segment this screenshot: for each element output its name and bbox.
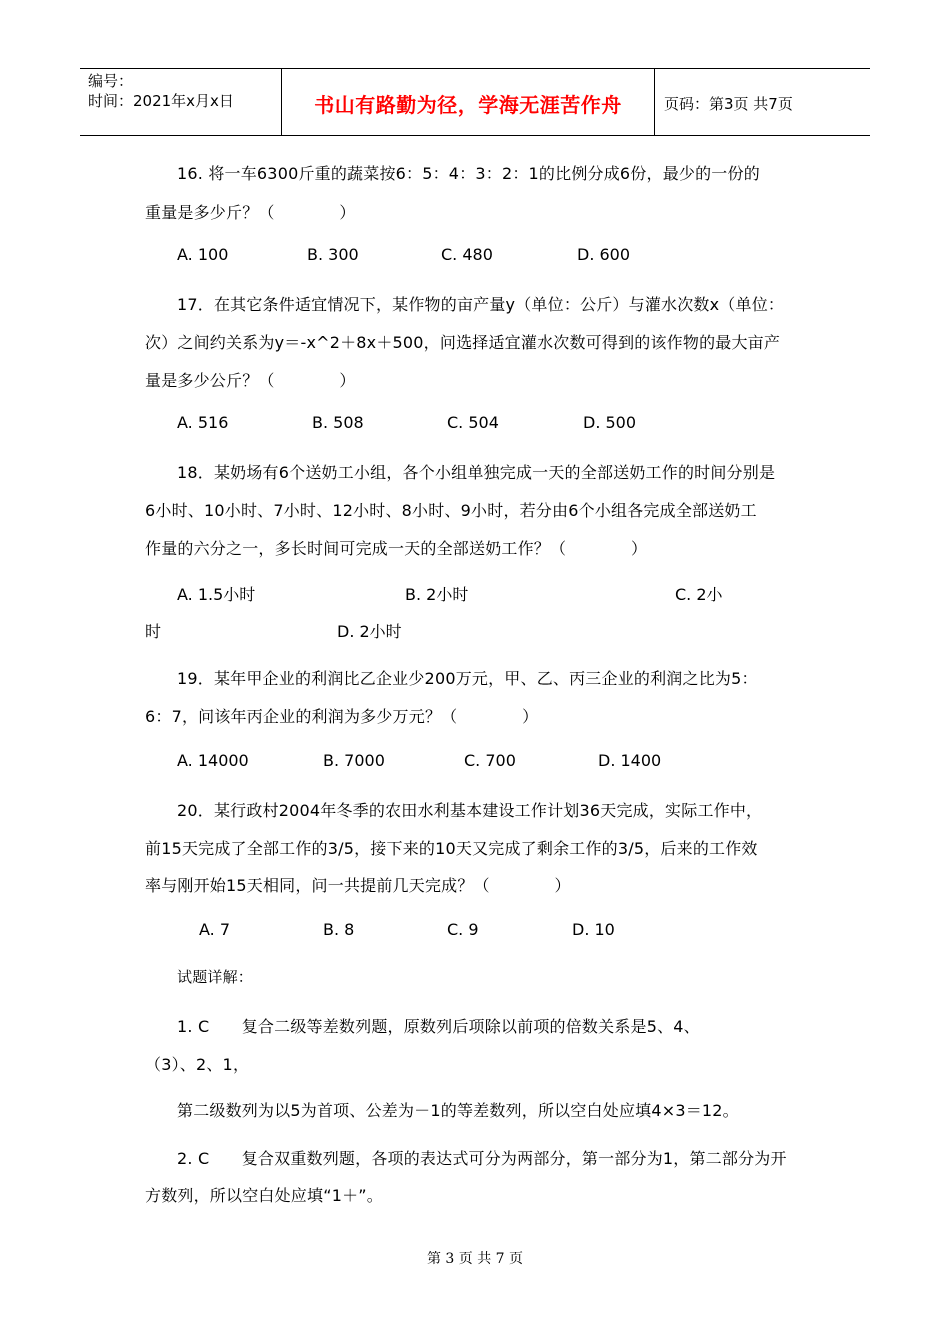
- option-d: D. 500: [583, 413, 637, 432]
- option-b: B. 508: [312, 413, 364, 432]
- serial-label: 编号：: [88, 72, 134, 90]
- option-d: D. 1400: [598, 751, 662, 770]
- question-16-line-1: 16. 将一车6300斤重的蔬菜按6：5：4：3：2：1的比例分成6份，最少的一份的: [177, 164, 760, 183]
- option-a: A. 516: [177, 413, 229, 432]
- explanation-line: （3）、2、1，: [145, 1055, 250, 1074]
- header-page-info: 页码：第3页 共7页: [664, 95, 793, 113]
- explanation-line: 方数列，所以空白处应填“1＋”。: [145, 1186, 383, 1205]
- option-d: D. 10: [572, 920, 615, 939]
- question-17-line-2: 次）之间约关系为y＝-x^2＋8x＋500，问选择适宜灌水次数可得到的该作物的最大亩产: [145, 333, 781, 352]
- question-18-line-3: 作量的六分之一，多长时间可完成一天的全部送奶工作？（ ）: [145, 539, 648, 558]
- explanation-line: 第二级数列为以5为首项、公差为－1的等差数列，所以空白处应填4×3＝12。: [177, 1101, 739, 1120]
- question-18-line-2: 6小时、10小时、7小时、12小时、8小时、9小时，若分由6个小组各完成全部送奶工: [145, 501, 757, 520]
- option-b: B. 7000: [323, 751, 385, 770]
- option-d: D. 2小时: [337, 622, 402, 641]
- header-bottom-rule: [80, 135, 870, 136]
- option-a: A. 14000: [177, 751, 249, 770]
- question-20-line-3: 率与刚开始15天相同，问一共提前几天完成？（ ）: [145, 876, 571, 895]
- explanation-line: 1. C 复合二级等差数列题，原数列后项除以前项的倍数关系是5、4、: [177, 1017, 700, 1036]
- question-17-line-3: 量是多少公斤？（ ）: [145, 371, 356, 390]
- option-d: D. 600: [577, 245, 631, 264]
- option-c: C. 700: [464, 751, 516, 770]
- option-b: B. 300: [307, 245, 359, 264]
- question-20-line-2: 前15天完成了全部工作的3/5，接下来的10天又完成了剩余工作的3/5，后来的工作效: [145, 839, 758, 858]
- question-19-line-2: 6：7，问该年丙企业的利润为多少万元？（ ）: [145, 707, 539, 726]
- option-c: C. 9: [447, 920, 479, 939]
- option-c-wrap: 时: [145, 622, 162, 641]
- option-a: A. 7: [199, 920, 231, 939]
- header-motto: 书山有路勤为径，学海无涯苦作舟: [314, 93, 622, 117]
- option-a: A. 1.5小时: [177, 585, 256, 604]
- option-c: C. 504: [447, 413, 499, 432]
- header-top-rule: [80, 68, 870, 69]
- question-19-line-1: 19．某年甲企业的利润比乙企业少200万元，甲、乙、丙三企业的利润之比为5：: [177, 669, 758, 688]
- page-footer: 第 3 页 共 7 页: [426, 1251, 524, 1267]
- question-18-line-1: 18．某奶场有6个送奶工小组，各个小组单独完成一天的全部送奶工作的时间分别是: [177, 463, 776, 482]
- date-label: 时间：2021年x月x日: [88, 92, 234, 110]
- question-20-line-1: 20．某行政村2004年冬季的农田水利基本建设工作计划36天完成，实际工作中，: [177, 801, 763, 820]
- option-c: C. 480: [441, 245, 493, 264]
- question-16-line-2: 重量是多少斤？（ ）: [145, 203, 356, 222]
- question-17-line-1: 17．在其它条件适宜情况下，某作物的亩产量y（单位：公斤）与灌水次数x（单位：: [177, 295, 785, 314]
- explanation-line: 2. C 复合双重数列题，各项的表达式可分为两部分，第一部分为1，第二部分为开: [177, 1149, 787, 1168]
- explanations-heading: 试题详解：: [177, 968, 254, 986]
- option-c: C. 2小: [675, 585, 723, 604]
- option-b: B. 2小时: [405, 585, 469, 604]
- option-b: B. 8: [323, 920, 355, 939]
- option-a: A. 100: [177, 245, 229, 264]
- header-divider: [654, 68, 655, 136]
- header-left-cell: [88, 71, 234, 111]
